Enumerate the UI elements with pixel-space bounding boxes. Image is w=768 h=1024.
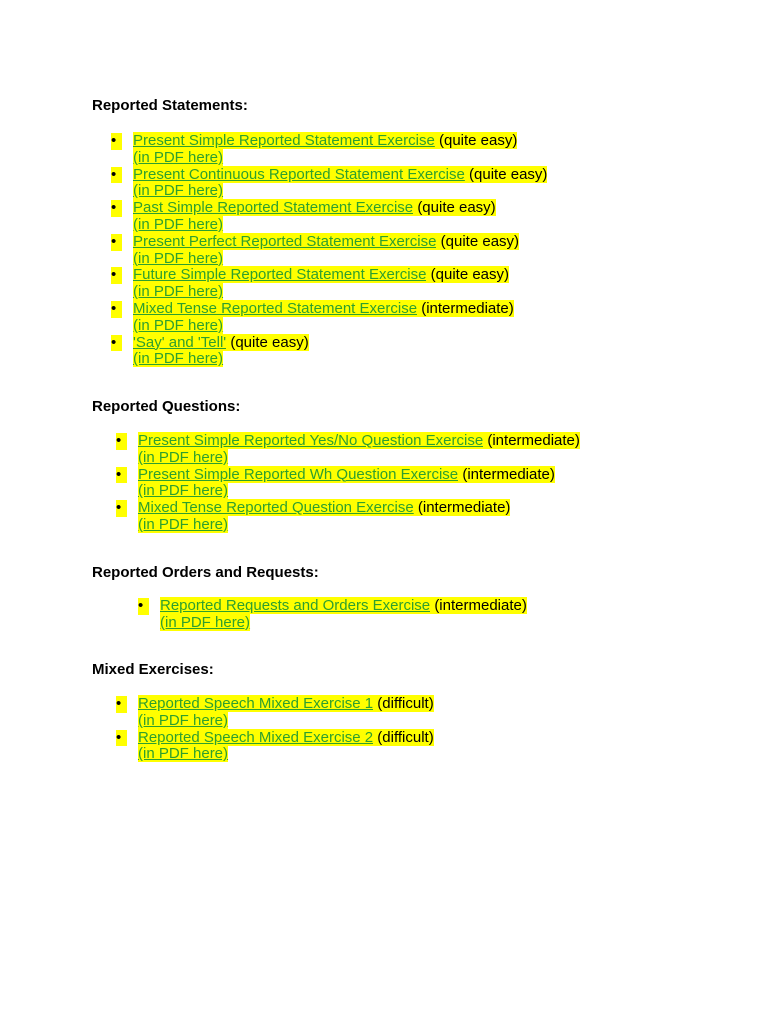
exercise-link[interactable]: Present Perfect Reported Statement Exercise [133, 232, 437, 250]
exercise-list-mixed-exercises [116, 695, 434, 763]
pdf-link[interactable]: (in PDF here) [133, 316, 224, 334]
exercise-link[interactable]: Reported Speech Mixed Exercise 2 [138, 728, 374, 746]
difficulty-label: (quite easy) [417, 199, 496, 217]
exercise-link[interactable]: 'Say' and 'Tell' [133, 333, 227, 351]
difficulty-label: (quite easy) [438, 132, 518, 149]
exercise-link[interactable]: Mixed Tense Reported Statement Exercise [133, 299, 418, 317]
pdf-link[interactable]: (in PDF here) [138, 515, 229, 533]
difficulty-label: (intermediate) [487, 432, 580, 449]
bullet-icon: • [116, 730, 127, 747]
list-item [116, 499, 580, 534]
list-item [111, 199, 547, 234]
pdf-link[interactable]: (in PDF here) [133, 215, 224, 233]
pdf-link[interactable]: (in PDF here) [133, 350, 224, 368]
bullet-icon: • [116, 433, 127, 450]
difficulty-label: (quite easy) [230, 333, 309, 351]
pdf-link[interactable]: (in PDF here) [138, 745, 229, 763]
difficulty-label: (quite easy) [440, 232, 520, 250]
bullet-icon: • [116, 467, 127, 484]
bullet-icon: • [138, 598, 149, 615]
list-item [116, 432, 580, 467]
bullet-icon: • [111, 267, 122, 284]
bullet-icon: • [111, 200, 122, 217]
exercise-link[interactable]: Future Simple Reported Statement Exercise [133, 266, 427, 284]
list-item [116, 465, 580, 501]
difficulty-label: (intermediate) [417, 499, 511, 517]
list-item [111, 232, 547, 268]
list-item [111, 333, 547, 369]
exercise-link[interactable]: Reported Requests and Orders Exercise [160, 597, 431, 614]
exercise-list-reported-questions [116, 432, 580, 534]
bullet-icon: • [116, 696, 127, 713]
pdf-link[interactable]: (in PDF here) [138, 711, 229, 729]
section-heading-reported-statements: Reported Statements: [92, 97, 248, 114]
list-item [138, 597, 527, 632]
exercise-link[interactable]: Present Continuous Reported Statement Exercise [133, 165, 465, 183]
bullet-icon: • [111, 301, 122, 318]
pdf-link[interactable]: (in PDF here) [138, 448, 229, 466]
section-heading-reported-orders-requests: Reported Orders and Requests: [92, 564, 319, 581]
exercise-list-reported-statements [111, 132, 548, 368]
bullet-icon: • [111, 133, 122, 150]
exercise-list-reported-orders-requests [138, 597, 527, 632]
bullet-icon: • [111, 335, 122, 352]
exercise-link[interactable]: Mixed Tense Reported Question Exercise [138, 499, 414, 517]
list-item [111, 132, 547, 167]
bullet-icon: • [116, 500, 127, 517]
bullet-icon: • [111, 167, 122, 184]
list-item [111, 266, 547, 301]
difficulty-label: (quite easy) [469, 165, 548, 183]
difficulty-label: (difficult) [377, 695, 434, 712]
pdf-link[interactable]: (in PDF here) [133, 182, 224, 200]
difficulty-label: (difficult) [377, 728, 434, 746]
list-item [111, 165, 548, 201]
pdf-link[interactable]: (in PDF here) [160, 613, 251, 631]
difficulty-label: (quite easy) [430, 266, 510, 284]
difficulty-label: (intermediate) [434, 597, 527, 614]
difficulty-label: (intermediate) [421, 299, 514, 317]
exercise-link[interactable]: Present Simple Reported Statement Exercise [133, 132, 435, 149]
exercise-link[interactable]: Reported Speech Mixed Exercise 1 [138, 695, 374, 712]
difficulty-label: (intermediate) [462, 465, 555, 483]
list-item [116, 695, 434, 730]
section-heading-reported-questions: Reported Questions: [92, 398, 241, 415]
pdf-link[interactable]: (in PDF here) [133, 249, 224, 267]
pdf-link[interactable]: (in PDF here) [133, 283, 224, 301]
list-item [116, 728, 434, 764]
exercise-link[interactable]: Present Simple Reported Wh Question Exercise [138, 465, 459, 483]
list-item [111, 299, 547, 335]
pdf-link[interactable]: (in PDF here) [138, 482, 229, 500]
exercise-link[interactable]: Present Simple Reported Yes/No Question Exercise [138, 432, 484, 449]
exercise-link[interactable]: Past Simple Reported Statement Exercise [133, 199, 414, 217]
pdf-link[interactable]: (in PDF here) [133, 148, 224, 166]
bullet-icon: • [111, 234, 122, 251]
section-heading-mixed-exercises: Mixed Exercises: [92, 661, 214, 678]
